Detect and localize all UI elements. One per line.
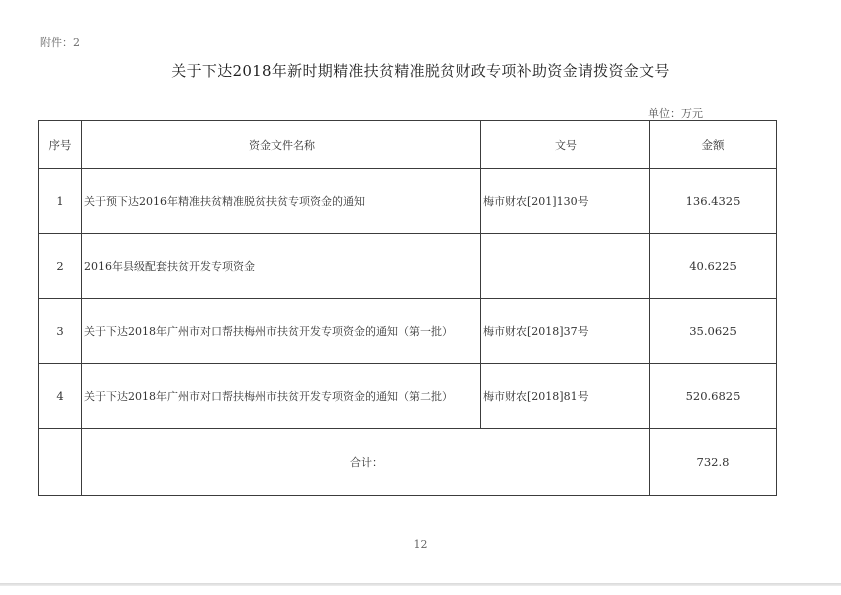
page-number: 12 xyxy=(413,538,428,551)
scan-edge-divider xyxy=(0,583,841,586)
row-amount: 136.4325 xyxy=(650,169,777,234)
row-seq: 2 xyxy=(39,234,82,299)
total-label: 合计： xyxy=(82,429,650,496)
column-header-seq: 序号 xyxy=(39,121,82,169)
row-doc: 梅市财农[2018]81号 xyxy=(481,364,650,429)
total-seq-cell xyxy=(39,429,82,496)
column-header-doc: 文号 xyxy=(481,121,650,169)
attachment-label: 附件：2 xyxy=(40,36,80,49)
row-doc: 梅市财农[201]130号 xyxy=(481,169,650,234)
table-total-row xyxy=(39,429,777,496)
row-amount: 35.0625 xyxy=(650,299,777,364)
table-row xyxy=(39,169,777,234)
table-row xyxy=(39,364,777,429)
row-name: 关于下达2018年广州市对口帮扶梅州市扶贫开发专项资金的通知（第一批） xyxy=(82,299,481,364)
row-doc: 梅市财农[2018]37号 xyxy=(481,299,650,364)
row-seq: 1 xyxy=(39,169,82,234)
row-name: 关于下达2018年广州市对口帮扶梅州市扶贫开发专项资金的通知（第二批） xyxy=(82,364,481,429)
column-header-name: 资金文件名称 xyxy=(82,121,481,169)
funds-table xyxy=(38,120,777,496)
table-row xyxy=(39,234,777,299)
document-title: 关于下达2018年新时期精准扶贫精准脱贫财政专项补助资金请拨资金文号 xyxy=(171,62,670,80)
total-amount: 732.8 xyxy=(650,429,777,496)
row-doc xyxy=(481,234,650,299)
row-seq: 4 xyxy=(39,364,82,429)
unit-label: 单位：万元 xyxy=(648,107,703,120)
row-name: 2016年县级配套扶贫开发专项资金 xyxy=(82,234,481,299)
row-seq: 3 xyxy=(39,299,82,364)
table-header-row xyxy=(39,121,777,169)
row-name: 关于预下达2016年精准扶贫精准脱贫扶贫专项资金的通知 xyxy=(82,169,481,234)
column-header-amount: 金额 xyxy=(650,121,777,169)
row-amount: 40.6225 xyxy=(650,234,777,299)
table-row xyxy=(39,299,777,364)
row-amount: 520.6825 xyxy=(650,364,777,429)
